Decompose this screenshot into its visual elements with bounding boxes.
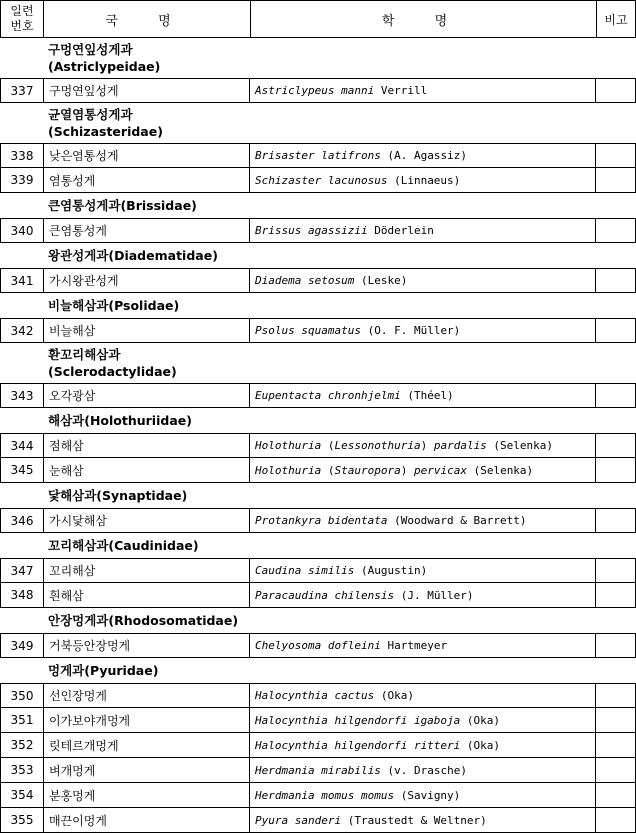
serial-number-cell: 347 xyxy=(1,559,44,582)
scientific-name-cell xyxy=(251,758,596,782)
author-citation: (Savigny) xyxy=(394,788,461,802)
scientific-name-cell xyxy=(251,634,596,657)
scientific-name-cell xyxy=(251,733,596,757)
remark-cell xyxy=(597,559,635,582)
korean-name-cell: 매끈이멍게 xyxy=(44,808,250,832)
remark-cell xyxy=(597,708,635,732)
scientific-name-italic: Stauropora xyxy=(334,463,401,477)
remark-cell xyxy=(597,219,635,242)
author-citation: ( xyxy=(321,463,335,477)
korean-name-cell: 큰염통성게 xyxy=(44,219,250,242)
serial-number-cell: 346 xyxy=(1,509,44,532)
header-serial-number xyxy=(1,1,44,37)
family-heading xyxy=(0,483,636,508)
author-citation: (Théel) xyxy=(400,389,454,402)
korean-name-cell: 가시왕관성게 xyxy=(44,269,250,292)
korean-name-cell: 비늘해삼 xyxy=(44,319,250,342)
scientific-name-italic: pardalis xyxy=(433,439,487,452)
scientific-name-cell xyxy=(251,708,596,732)
remark-cell xyxy=(597,434,635,457)
korean-name-cell: 거북등안장멍게 xyxy=(44,634,250,657)
author-citation: (Oka) xyxy=(374,689,414,702)
serial-number-cell: 353 xyxy=(1,758,44,782)
family-heading xyxy=(0,608,636,633)
table-row xyxy=(0,508,636,533)
serial-number-cell: 354 xyxy=(1,783,44,807)
serial-number-cell: 351 xyxy=(1,708,44,732)
family-heading xyxy=(0,343,636,383)
scientific-name-italic: Lessonothuria xyxy=(334,439,421,452)
family-name-line: 멍게과(Pyuridae) xyxy=(48,663,159,678)
author-citation: ( xyxy=(321,439,335,452)
serial-number-cell: 343 xyxy=(1,384,44,407)
author-citation: Hartmeyer xyxy=(380,639,448,652)
scientific-name-italic: Diadema setosum xyxy=(255,274,355,287)
remark-cell xyxy=(597,319,635,342)
remark-cell xyxy=(597,808,635,832)
table-row xyxy=(0,383,636,408)
family-heading xyxy=(0,243,636,268)
remark-cell xyxy=(597,733,635,757)
serial-number-cell: 338 xyxy=(1,144,44,167)
family-name-line: 균열염통성게과 xyxy=(48,107,133,122)
author-citation: (Traustedt & Weltner) xyxy=(341,813,487,827)
table-header xyxy=(0,0,636,38)
scientific-name-italic: Psolus squamatus xyxy=(255,324,361,337)
serial-number-cell: 350 xyxy=(1,684,44,707)
korean-name-cell: 가시닻해삼 xyxy=(44,509,250,532)
header-scientific-name: 학 명 xyxy=(251,1,597,37)
remark-cell xyxy=(597,269,635,292)
table-body xyxy=(0,38,636,833)
remark-cell xyxy=(597,144,635,167)
scientific-name-cell xyxy=(251,783,596,807)
scientific-name-italic: Eupentacta chronhjelmi xyxy=(255,389,401,402)
header-korean-name: 국 명 xyxy=(44,1,251,37)
author-citation: (Selenka) xyxy=(486,439,554,452)
korean-name-cell: 눈해삼 xyxy=(44,458,250,482)
scientific-name-italic: pervicax xyxy=(413,463,467,477)
korean-name-cell: 낮은염통성게 xyxy=(44,144,250,167)
scientific-name-italic: Halocynthia cactus xyxy=(255,689,375,702)
scientific-name-cell xyxy=(251,434,596,457)
scientific-name-cell xyxy=(251,583,596,607)
author-citation: (A. Agassiz) xyxy=(380,149,467,162)
scientific-name-italic: Holothuria xyxy=(255,463,322,477)
family-name-line: 안장멍게과(Rhodosomatidae) xyxy=(48,613,239,628)
author-citation: (v. Drasche) xyxy=(380,763,467,777)
author-citation: (Selenka) xyxy=(466,463,534,477)
scientific-name-italic: Halocynthia hilgendorfi ritteri xyxy=(255,738,461,752)
korean-name-cell: 분홍멍게 xyxy=(44,783,250,807)
remark-cell xyxy=(597,783,635,807)
scientific-name-italic: Paracaudina chilensis xyxy=(255,588,395,602)
table-row xyxy=(0,143,636,168)
scientific-name-italic: Pyura sanderi xyxy=(255,813,342,827)
scientific-name-cell xyxy=(251,808,596,832)
serial-number-cell: 342 xyxy=(1,319,44,342)
korean-name-cell: 점해삼 xyxy=(44,434,250,457)
family-name-line: (Astriclypeidae) xyxy=(48,59,161,74)
serial-number-cell: 340 xyxy=(1,219,44,242)
author-citation: (Oka) xyxy=(460,713,501,727)
table-row xyxy=(0,78,636,103)
korean-name-cell: 구멍연잎성게 xyxy=(44,79,250,102)
author-citation: (Oka) xyxy=(460,738,501,752)
table-row xyxy=(0,583,636,608)
serial-number-cell: 345 xyxy=(1,458,44,482)
table-row xyxy=(0,633,636,658)
scientific-name-italic: Herdmania mirabilis xyxy=(255,763,381,777)
scientific-name-cell xyxy=(251,559,596,582)
table-row xyxy=(0,318,636,343)
remark-cell xyxy=(597,168,635,192)
serial-number-cell: 339 xyxy=(1,168,44,192)
remark-cell xyxy=(597,634,635,657)
table-row xyxy=(0,268,636,293)
author-citation: ) xyxy=(400,463,414,477)
scientific-name-italic: Brissus agassizii xyxy=(255,224,368,237)
scientific-name-italic: Astriclypeus manni xyxy=(255,84,375,97)
table-row xyxy=(0,218,636,243)
korean-name-cell: 오각광삼 xyxy=(44,384,250,407)
korean-name-cell: 벼개멍게 xyxy=(44,758,250,782)
serial-number-cell: 355 xyxy=(1,808,44,832)
author-citation: (Linnaeus) xyxy=(387,173,461,187)
table-row xyxy=(0,758,636,783)
family-name-line: 해삼과(Holothuriidae) xyxy=(48,413,192,428)
family-name-line: 큰염통성게과(Brissidae) xyxy=(48,198,197,213)
scientific-name-italic: Protankyra bidentata xyxy=(255,514,388,527)
scientific-name-italic: Chelyosoma dofleini xyxy=(255,639,381,652)
family-name-line: 닻해삼과(Synaptidae) xyxy=(48,488,188,503)
scientific-name-italic: Herdmania momus momus xyxy=(255,788,395,802)
table-row xyxy=(0,168,636,193)
scientific-name-cell xyxy=(251,144,596,167)
scientific-name-cell xyxy=(251,79,596,102)
scientific-name-italic: Schizaster lacunosus xyxy=(255,173,388,187)
korean-name-cell: 릿테르개멍게 xyxy=(44,733,250,757)
scientific-name-italic: Caudina similis xyxy=(255,564,355,577)
table-row xyxy=(0,708,636,733)
korean-name-cell: 염통성게 xyxy=(44,168,250,192)
author-citation: (Woodward & Barrett) xyxy=(387,514,527,527)
serial-number-cell: 348 xyxy=(1,583,44,607)
family-name-line: (Schizasteridae) xyxy=(48,124,163,139)
table-row xyxy=(0,558,636,583)
remark-cell xyxy=(597,509,635,532)
remark-cell xyxy=(597,384,635,407)
family-name-line: 구멍연잎성게과 xyxy=(48,42,133,57)
author-citation: (Augustin) xyxy=(354,564,428,577)
serial-number-cell: 344 xyxy=(1,434,44,457)
serial-number-cell: 352 xyxy=(1,733,44,757)
scientific-name-cell xyxy=(251,219,596,242)
serial-number-cell: 341 xyxy=(1,269,44,292)
family-heading xyxy=(0,103,636,143)
scientific-name-italic: Holothuria xyxy=(255,439,322,452)
author-citation: (Leske) xyxy=(354,274,408,287)
scientific-name-cell xyxy=(251,458,596,482)
remark-cell xyxy=(597,458,635,482)
serial-number-cell: 349 xyxy=(1,634,44,657)
table-row xyxy=(0,733,636,758)
family-heading xyxy=(0,408,636,433)
family-name-line: (Sclerodactylidae) xyxy=(48,364,177,379)
scientific-name-italic: Halocynthia hilgendorfi igaboja xyxy=(255,713,461,727)
author-citation: Verrill xyxy=(374,84,428,97)
scientific-name-cell xyxy=(251,319,596,342)
korean-name-cell: 선인장멍게 xyxy=(44,684,250,707)
korean-name-cell: 흰해삼 xyxy=(44,583,250,607)
family-heading xyxy=(0,38,636,78)
family-name-line: 왕관성게과(Diadematidae) xyxy=(48,248,218,263)
serial-number-cell: 337 xyxy=(1,79,44,102)
family-heading xyxy=(0,658,636,683)
table-row xyxy=(0,433,636,458)
remark-cell xyxy=(597,79,635,102)
remark-cell xyxy=(597,758,635,782)
header-remark: 비고 xyxy=(604,12,628,27)
family-heading xyxy=(0,293,636,318)
table-row xyxy=(0,458,636,483)
author-citation: (O. F. Müller) xyxy=(360,324,461,337)
author-citation: (J. Müller) xyxy=(394,588,474,602)
header-serial-line1: 일련 xyxy=(10,4,34,18)
family-name-line: 비늘해삼과(Psolidae) xyxy=(48,298,180,313)
remark-cell xyxy=(597,583,635,607)
table-row xyxy=(0,808,636,833)
header-serial-line2: 번호 xyxy=(10,19,34,33)
author-citation: ) xyxy=(420,439,434,452)
korean-name-cell: 꼬리해삼 xyxy=(44,559,250,582)
remark-cell xyxy=(597,684,635,707)
scientific-name-cell xyxy=(251,384,596,407)
table-row xyxy=(0,683,636,708)
table-row xyxy=(0,783,636,808)
family-heading xyxy=(0,193,636,218)
scientific-name-cell xyxy=(251,684,596,707)
family-name-line: 꼬리해삼과(Caudinidae) xyxy=(48,538,199,553)
scientific-name-cell xyxy=(251,509,596,532)
family-heading xyxy=(0,533,636,558)
korean-name-cell: 이가보야개멍게 xyxy=(44,708,250,732)
scientific-name-cell xyxy=(251,269,596,292)
scientific-name-italic: Brisaster latifrons xyxy=(255,149,381,162)
family-name-line: 환꼬리해삼과 xyxy=(48,347,121,362)
author-citation: Döderlein xyxy=(367,224,434,237)
scientific-name-cell xyxy=(251,168,596,192)
